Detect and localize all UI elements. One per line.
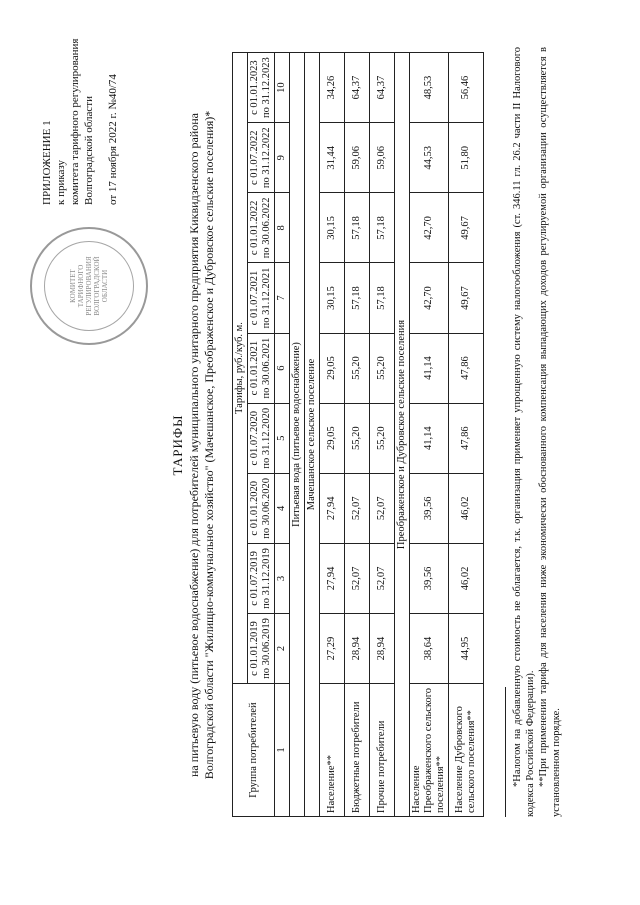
period-header: с 01.01.2020 по 30.06.2020	[248, 473, 275, 543]
tariff-value-cell: 57,18	[370, 193, 395, 263]
tariff-value-cell: 56,46	[449, 53, 484, 123]
period-header: с 01.07.2021 по 31.12.2021	[248, 263, 275, 333]
col-number: 4	[275, 473, 290, 543]
section-row-main: Питьевая вода (питьевое водоснабжение)	[290, 53, 305, 817]
column-number-row	[275, 53, 290, 817]
table-row	[320, 53, 345, 817]
period-header: с 01.01.2019 по 30.06.2019	[248, 613, 275, 683]
tariff-value-cell: 41,14	[410, 403, 449, 473]
document-subtitle: на питьевую воду (питьевое водоснабжение) для потребителей муниципального унитарного предприятия Киквидзенского района	[187, 113, 201, 777]
tariff-value-cell: 46,02	[449, 543, 484, 613]
appendix-block	[40, 30, 120, 205]
document-heading: ТАРИФЫ	[170, 414, 185, 476]
tariff-value-cell: 52,07	[345, 543, 370, 613]
table-row	[410, 53, 449, 817]
tariff-value-cell: 55,20	[370, 333, 395, 403]
col-number: 1	[275, 684, 290, 817]
tariff-value-cell: 57,18	[345, 263, 370, 333]
tariff-value-cell: 57,18	[345, 193, 370, 263]
period-header: с 01.01.2023 по 31.12.2023	[248, 53, 275, 123]
tariff-value-cell: 29,05	[320, 333, 345, 403]
tariff-value-cell: 64,37	[370, 53, 395, 123]
tariff-value-cell: 49,67	[449, 263, 484, 333]
footnote-divider	[505, 687, 506, 817]
tariff-value-cell: 28,94	[345, 613, 370, 683]
tariff-value-cell: 55,20	[370, 403, 395, 473]
tariff-value-cell: 42,70	[410, 193, 449, 263]
tariff-value-cell: 34,26	[320, 53, 345, 123]
footnote-1: *Налогом на добавленную стоимость не облагается, т.к. организация применяет упрощенную систему налогообложения (ст. 346.11 гл. 26.2 части II Налогового кодекса Российской Федерации).	[512, 47, 536, 817]
tariff-value-cell: 48,53	[410, 53, 449, 123]
tariff-value-cell: 47,86	[449, 333, 484, 403]
group-header: Группа потребителей	[233, 684, 275, 817]
tariff-value-cell: 51,80	[449, 123, 484, 193]
col-number: 2	[275, 613, 290, 683]
tariff-value-cell: 46,02	[449, 473, 484, 543]
table-row	[345, 53, 370, 817]
section-row-preobrazhenskoe-dubrovskoe: Преображенское и Дубровское сельские поселения	[395, 53, 410, 817]
period-header: с 01.07.2019 по 31.12.2019	[248, 543, 275, 613]
tariff-value-cell: 64,37	[345, 53, 370, 123]
tariff-value-cell: 42,70	[410, 263, 449, 333]
consumer-group-cell: Население Дубровского сельского поселения**	[449, 684, 484, 817]
tariff-value-cell: 38,64	[410, 613, 449, 683]
period-header: с 01.01.2022 по 30.06.2022	[248, 193, 275, 263]
tariff-value-cell: 44,53	[410, 123, 449, 193]
tariff-value-cell: 27,94	[320, 473, 345, 543]
tariff-value-cell: 30,15	[320, 193, 345, 263]
col-number: 8	[275, 193, 290, 263]
tariff-header: Тарифы, руб./куб. м.	[233, 53, 248, 684]
document-subtitle: Волгоградской области "Жилищно-коммунальное хозяйство" (Мачешанское, Преображенское и Дубровское сельские поселения)*	[202, 110, 216, 780]
document-title	[170, 65, 217, 825]
tariff-value-cell: 27,29	[320, 613, 345, 683]
tariff-value-cell: 59,06	[345, 123, 370, 193]
tariff-table	[232, 52, 484, 817]
period-header: с 01.07.2022 по 31.12.2022	[248, 123, 275, 193]
appendix-line: комитета тарифного регулирования	[69, 38, 81, 205]
period-header: с 01.01.2021 по 30.06.2021	[248, 333, 275, 403]
col-number: 3	[275, 543, 290, 613]
tariff-value-cell: 27,94	[320, 543, 345, 613]
consumer-group-cell: Прочие потребители	[370, 684, 395, 817]
consumer-group-cell: Население Преображенского сельского поселения**	[410, 684, 449, 817]
col-number: 5	[275, 403, 290, 473]
col-number: 9	[275, 123, 290, 193]
tariff-value-cell: 52,07	[345, 473, 370, 543]
footnotes	[505, 47, 563, 817]
table-row	[449, 53, 484, 817]
consumer-group-cell: Население**	[320, 684, 345, 817]
col-number: 10	[275, 53, 290, 123]
col-number: 7	[275, 263, 290, 333]
appendix-date: от 17 ноября 2022 г. №40/74	[107, 74, 119, 205]
tariff-value-cell: 28,94	[370, 613, 395, 683]
appendix-title: ПРИЛОЖЕНИЕ 1	[41, 120, 53, 205]
tariff-value-cell: 55,20	[345, 403, 370, 473]
official-seal	[30, 227, 148, 345]
section-row-macheshanskoe: Мачешанское сельское поселение	[305, 53, 320, 817]
tariff-value-cell: 49,67	[449, 193, 484, 263]
tariff-value-cell: 52,07	[370, 543, 395, 613]
tariff-value-cell: 31,44	[320, 123, 345, 193]
appendix-line: Волгоградской области	[83, 96, 95, 205]
tariff-value-cell: 47,86	[449, 403, 484, 473]
footnote-2: **При применении тарифа для населения ниже экономически обоснованного компенсация выпадающих доходов регулируемой организации осуществляется в установленном порядке.	[538, 47, 562, 817]
tariff-value-cell: 59,06	[370, 123, 395, 193]
tariff-value-cell: 44,95	[449, 613, 484, 683]
appendix-line: к приказу	[55, 159, 67, 205]
tariff-value-cell: 39,56	[410, 543, 449, 613]
tariff-value-cell: 55,20	[345, 333, 370, 403]
col-number: 6	[275, 333, 290, 403]
tariff-value-cell: 41,14	[410, 333, 449, 403]
tariff-value-cell: 52,07	[370, 473, 395, 543]
table-row	[370, 53, 395, 817]
seal-text: КОМИТЕТ ТАРИФНОГО РЕГУЛИРОВАНИЯ ВОЛГОГРАДСКОЙ ОБЛАСТИ	[69, 256, 109, 316]
consumer-group-cell: Бюджетные потребители	[345, 684, 370, 817]
tariff-value-cell: 29,05	[320, 403, 345, 473]
period-header: с 01.07.2020 по 31.12.2020	[248, 403, 275, 473]
tariff-value-cell: 30,15	[320, 263, 345, 333]
tariff-value-cell: 39,56	[410, 473, 449, 543]
tariff-value-cell: 57,18	[370, 263, 395, 333]
